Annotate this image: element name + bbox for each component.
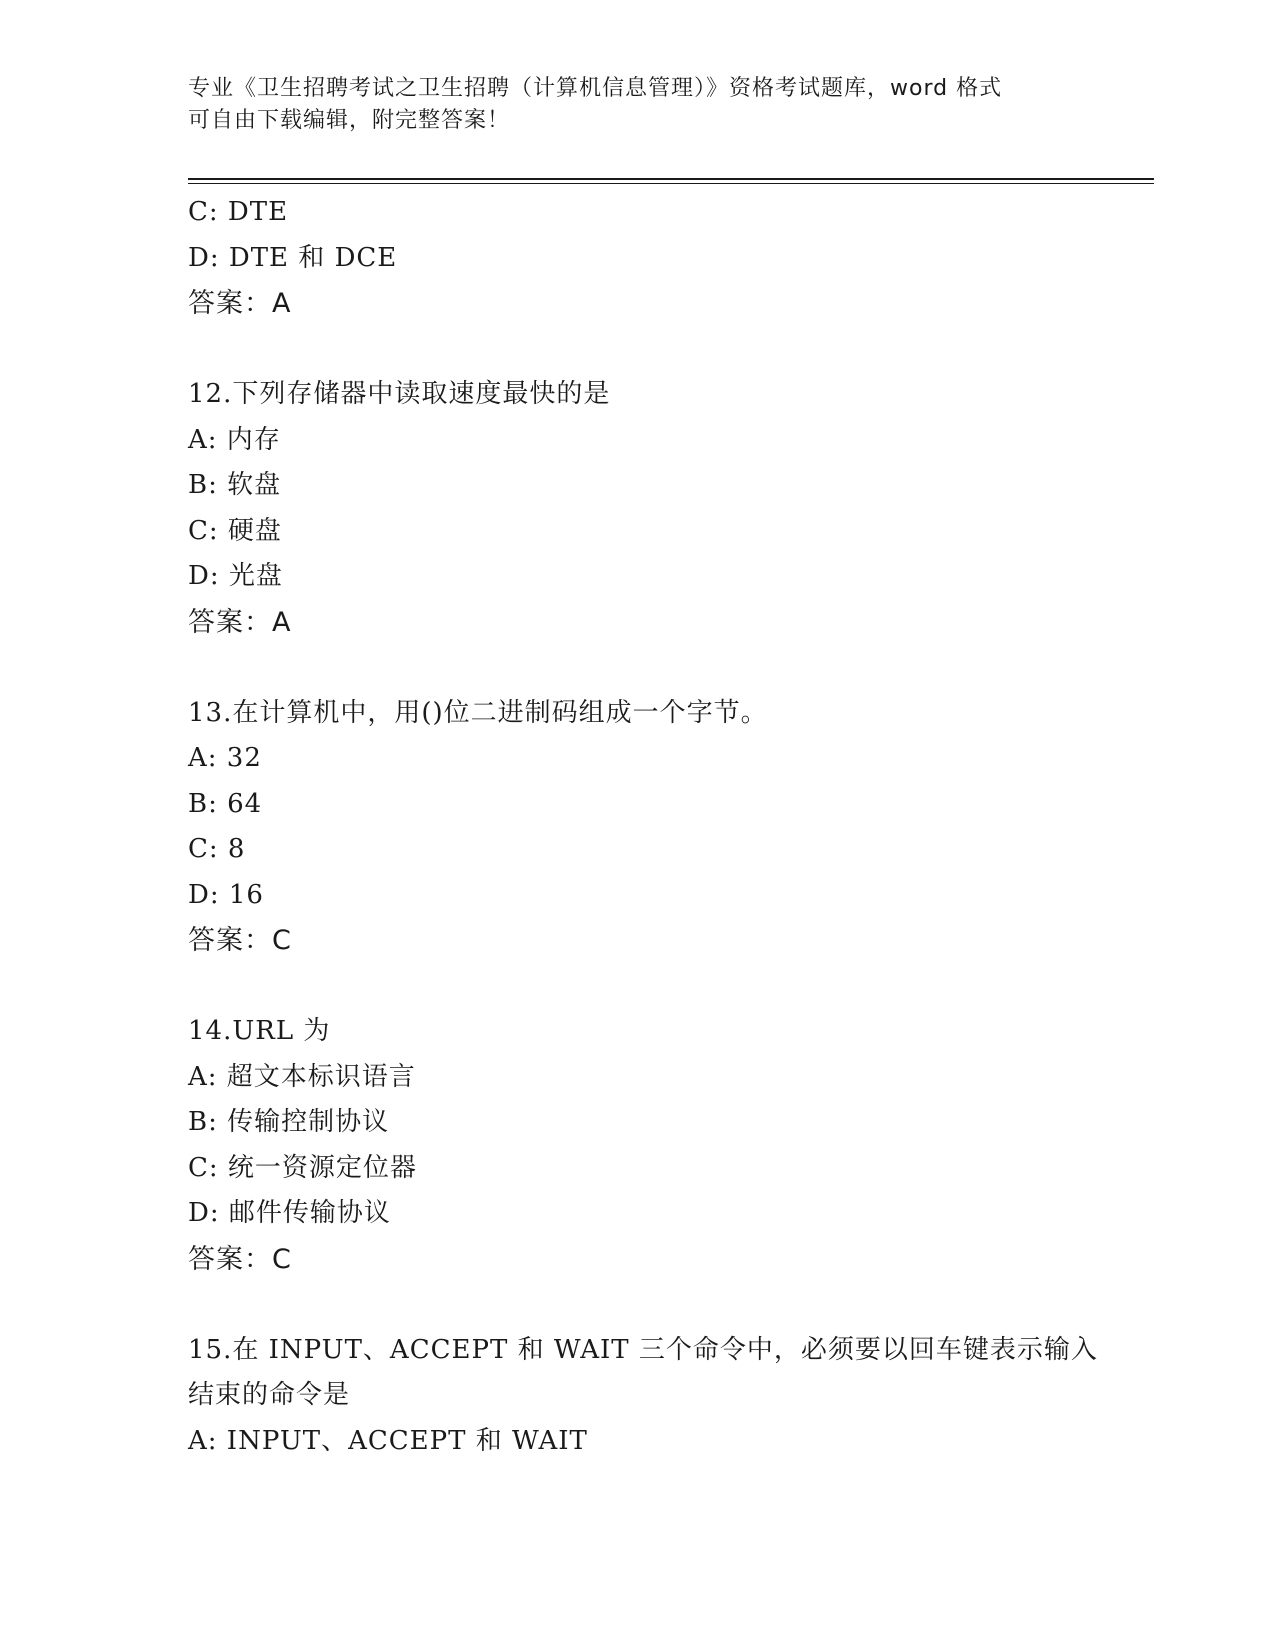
q14-option-a: A: 超文本标识语言 bbox=[188, 1061, 416, 1092]
spacer bbox=[188, 1282, 1148, 1328]
header-line-2: 可自由下载编辑，附完整答案！ bbox=[188, 108, 511, 133]
document-header bbox=[188, 73, 1088, 137]
q12-option-c: C: 硬盘 bbox=[188, 515, 282, 546]
q11-option-d: D: DTE 和 DCE bbox=[188, 242, 398, 273]
spacer bbox=[188, 327, 1148, 373]
q12-answer: 答案：A bbox=[188, 606, 292, 638]
q13-option-d: D: 16 bbox=[188, 879, 264, 910]
header-rule-thin bbox=[188, 183, 1154, 184]
q14-option-d: D: 邮件传输协议 bbox=[188, 1198, 391, 1228]
q12-option-b: B: 软盘 bbox=[188, 470, 282, 500]
question-15 bbox=[188, 1328, 1148, 1465]
q11-option-c: C: DTE bbox=[188, 197, 289, 227]
q12-question: 12.下列存储器中读取速度最快的是 bbox=[188, 379, 611, 409]
q12-option-a: A: 内存 bbox=[188, 424, 281, 455]
q15-question-line-1: 15.在 INPUT、ACCEPT 和 WAIT 三个命令中，必须要以回车键表示输入 bbox=[188, 1334, 1098, 1365]
question-11 bbox=[188, 190, 1148, 327]
spacer bbox=[188, 964, 1148, 1010]
q13-question: 13.在计算机中，用()位二进制码组成一个字节。 bbox=[188, 697, 768, 728]
q15-option-a: A: INPUT、ACCEPT 和 WAIT bbox=[188, 1425, 588, 1456]
q14-question: 14.URL 为 bbox=[188, 1016, 331, 1046]
q14-option-c: C: 统一资源定位器 bbox=[188, 1152, 417, 1183]
header-line-1: 专业《卫生招聘考试之卫生招聘（计算机信息管理）》资格考试题库，word 格式 bbox=[188, 76, 1003, 101]
q14-option-b: B: 传输控制协议 bbox=[188, 1107, 390, 1137]
header-rule-thick bbox=[188, 178, 1154, 180]
q13-option-a: A: 32 bbox=[188, 743, 262, 773]
question-14 bbox=[188, 1009, 1148, 1282]
q12-option-d: D: 光盘 bbox=[188, 561, 283, 591]
q13-option-b: B: 64 bbox=[188, 788, 263, 819]
q15-question-line-2: 结束的命令是 bbox=[188, 1380, 351, 1410]
spacer bbox=[188, 645, 1148, 691]
question-13 bbox=[188, 691, 1148, 964]
q13-option-c: C: 8 bbox=[188, 834, 246, 864]
question-list bbox=[188, 190, 1148, 1464]
q14-answer: 答案：C bbox=[188, 1243, 292, 1275]
question-12 bbox=[188, 372, 1148, 645]
q11-answer: 答案：A bbox=[188, 288, 292, 319]
q13-answer: 答案：C bbox=[188, 925, 292, 956]
